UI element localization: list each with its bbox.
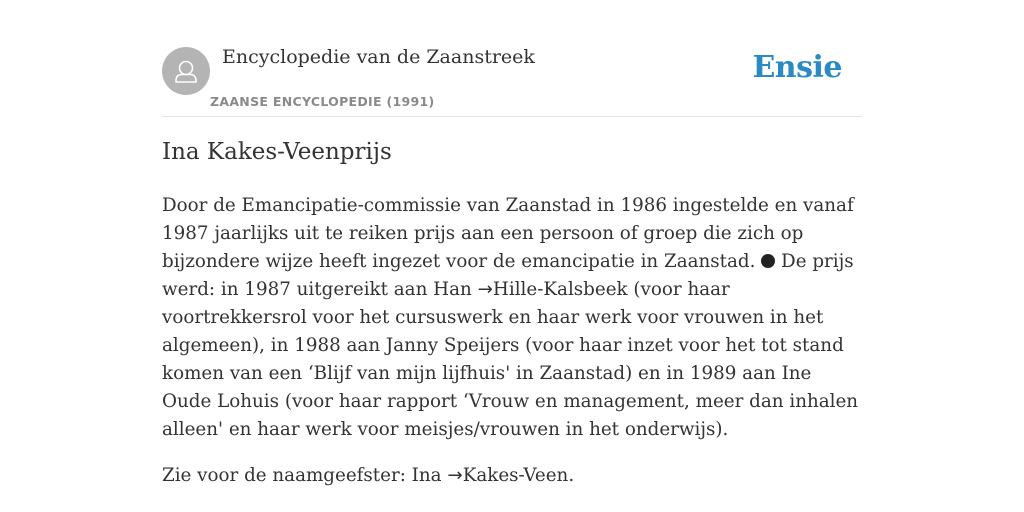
- entry-body: [162, 192, 862, 490]
- cross-reference-link-hille-kalsbeek[interactable]: [478, 279, 628, 300]
- user-avatar-icon[interactable]: [162, 47, 210, 95]
- link-text: Hille-Kalsbeek: [492, 279, 628, 300]
- link-text: Kakes-Veen: [462, 465, 569, 486]
- entry-paragraph: [162, 192, 862, 444]
- cross-reference-link-kakes-veen[interactable]: [447, 465, 568, 486]
- paragraph-text: .: [568, 465, 575, 486]
- bullet-icon: [761, 254, 775, 268]
- paragraph-text: Zie voor de naamgeefster: Ina: [162, 465, 448, 486]
- paragraph-text: (voor haar voortrekkersrol voor het cursuswerk en haar werk voor vrouwen in het algemeen), in 1988 aan Janny Speijers (voor haar inzet voor het tot stand komen van een ‘Blijf van mijn lijfhuis' in Zaanstad) en in 1989 aan Ine Oude Lohuis (voor haar rapport ‘Vrouw en management, meer dan inhalen alleen' en haar werk voor meisjes/vrouwen in het onderwijs).: [162, 279, 859, 440]
- paragraph-text: De prijs werd: in 1987 uitgereikt aan Han: [162, 251, 854, 300]
- ensie-logo[interactable]: Ensie: [752, 50, 842, 85]
- arrow-right-icon: →: [477, 279, 493, 300]
- paragraph-text: Door de Emancipatie-commissie van Zaanstad in 1986 ingestelde en vanaf 1987 jaarlijks uit te reiken prijs aan een persoon of groep die zich op bijzondere wijze heeft ingezet voor de emancipatie in Zaanstad.: [162, 195, 854, 272]
- source-title[interactable]: Encyclopedie van de Zaanstreek: [222, 46, 535, 68]
- entry-title: Ina Kakes-Veenprijs: [162, 139, 392, 165]
- arrow-right-icon: →: [447, 465, 463, 486]
- source-subtitle: ZAANSE ENCYCLOPEDIE (1991): [210, 94, 435, 109]
- source-header: [162, 0, 862, 117]
- entry-paragraph-see-also: [162, 462, 862, 490]
